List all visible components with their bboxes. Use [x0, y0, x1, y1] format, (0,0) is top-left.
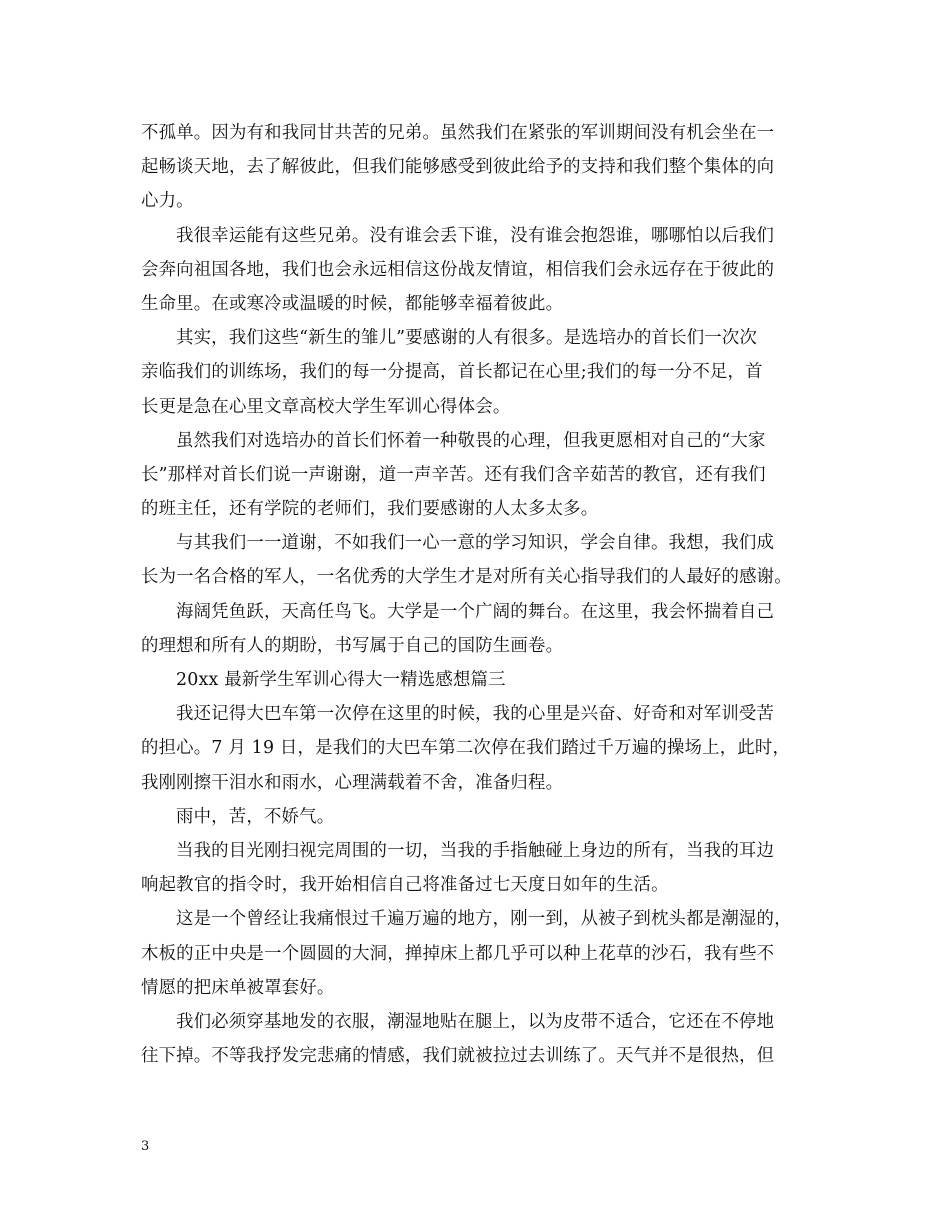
text-line: 与其我们一一道谢，不如我们一心一意的学习知识，学会自律。我想，我们成: [176, 533, 775, 554]
text-line: 其实，我们这些“新生的雏儿”要感谢的人有很多。是选培办的首长们一次次: [176, 328, 758, 349]
page-number: 3: [141, 1139, 150, 1154]
text-line: 起畅谈天地，去了解彼此，但我们能够感受到彼此给予的支持和我们整个集体的向: [141, 157, 775, 178]
text-line: 雨中，苦，不娇气。: [176, 806, 335, 827]
text-line: 生命里。在或寒冷或温暖的时候，都能够幸福着彼此。: [141, 293, 564, 314]
text-line: 我们必须穿基地发的衣服，潮湿地贴在腿上，以为皮带不适合，它还在不停地: [176, 1011, 775, 1032]
text-line: 当我的目光刚扫视完周围的一切，当我的手指触碰上身边的所有，当我的耳边: [176, 840, 775, 861]
text-line: 会奔向祖国各地，我们也会永远相信这份战友情谊，相信我们会永远存在于彼此的: [141, 259, 775, 280]
text-line: 的理想和所有人的期盼，书写属于自己的国防生画卷。: [141, 635, 564, 656]
body-text: [141, 116, 823, 1073]
text-line: 响起教官的指令时，我开始相信自己将准备过七天度日如年的生活。: [141, 875, 669, 896]
text-line: 的担心。7 月 19 日，是我们的大巴车第二次停在我们踏过千万遍的操场上，此时，: [141, 738, 791, 759]
text-line: 不孤单。因为有和我同甘共苦的兄弟。虽然我们在紧张的军训期间没有机会坐在一: [141, 123, 775, 143]
text-line: 往下掉。不等我抒发完悲痛的情感，我们就被拉过去训练了。天气并不是很热，但: [141, 1046, 775, 1067]
section-heading: 20xx 最新学生军训心得大一精选感想篇三: [176, 670, 506, 690]
text-line: 虽然我们对选培办的首长们怀着一种敬畏的心理，但我更愿相对自己的“大家: [176, 430, 766, 451]
text-line: 情愿的把床单被罩套好。: [141, 977, 335, 998]
text-line: 我很幸运能有这些兄弟。没有谁会丢下谁，没有谁会抱怨谁，哪哪怕以后我们: [176, 225, 775, 246]
text-line: 海阔凭鱼跃，天高任鸟飞。大学是一个广阔的舞台。在这里，我会怀揣着自己: [176, 601, 775, 622]
text-line: 这是一个曾经让我痛恨过千遍万遍的地方，刚一到，从被子到枕头都是潮湿的，: [176, 909, 792, 930]
text-line: 木板的正中央是一个圆圆的大洞，掸掉床上都几乎可以种上花草的沙石，我有些不: [141, 943, 775, 964]
text-line: 长更是急在心里文章高校大学生军训心得体会。: [141, 396, 511, 417]
text-line: 我还记得大巴车第一次停在这里的时候，我的心里是兴奋、好奇和对军训受苦: [176, 704, 775, 725]
text-line: 心力。: [141, 191, 194, 212]
text-line: 长为一名合格的军人，一名优秀的大学生才是对所有关心指导我们的人最好的感谢。: [141, 567, 792, 588]
text-line: 长”那样对首长们说一声谢谢，道一声辛苦。还有我们含辛茹苦的教官，还有我们: [141, 464, 766, 485]
text-line: 亲临我们的训练场，我们的每一分提高，首长都记在心里;我们的每一分不足，首: [141, 362, 763, 383]
text-line: 我刚刚擦干泪水和雨水，心理满载着不舍，准备归程。: [141, 772, 564, 793]
text-line: 的班主任，还有学院的老师们，我们要感谢的人太多太多。: [141, 499, 599, 520]
